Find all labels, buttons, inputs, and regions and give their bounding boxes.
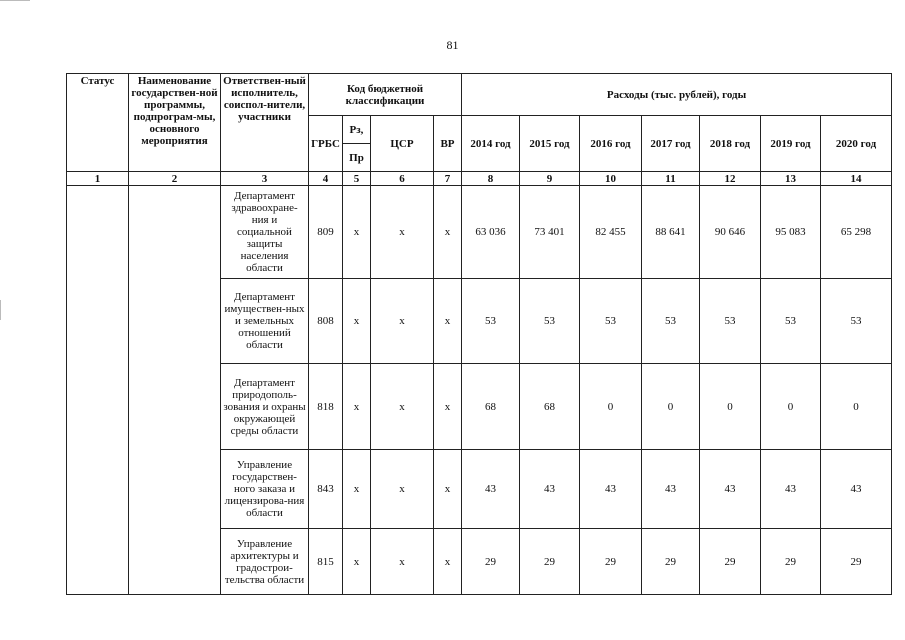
value-2018: 90 646 — [700, 186, 761, 279]
vr-cell: х — [434, 529, 462, 595]
column-number: 12 — [700, 172, 761, 186]
value-2014: 63 036 — [462, 186, 520, 279]
header-csr: ЦСР — [371, 116, 434, 172]
value-2018: 29 — [700, 529, 761, 595]
rzpr-cell: х — [343, 364, 371, 450]
value-2018: 43 — [700, 450, 761, 529]
value-2020: 0 — [821, 364, 892, 450]
value-2014: 68 — [462, 364, 520, 450]
value-2017: 88 641 — [642, 186, 700, 279]
header-year-2015: 2015 год — [520, 116, 580, 172]
value-2015: 53 — [520, 279, 580, 364]
executor-cell: Департамент здравоохране-ния и социальной защиты населения области — [221, 186, 309, 279]
value-2015: 29 — [520, 529, 580, 595]
scan-edge-mark — [0, 0, 30, 1]
header-expenses: Расходы (тыс. рублей), годы — [462, 74, 892, 116]
column-number: 5 — [343, 172, 371, 186]
vr-cell: х — [434, 186, 462, 279]
header-budget-code: Код бюджетной классификации — [309, 74, 462, 116]
executor-cell: Управление архитектуры и градострои-тельства области — [221, 529, 309, 595]
header-executor: Ответствен-ный исполнитель, соиспол-нители, участники — [221, 74, 309, 172]
header-year-2016: 2016 год — [580, 116, 642, 172]
csr-cell: х — [371, 186, 434, 279]
grbs-cell: 809 — [309, 186, 343, 279]
status-cell — [67, 186, 129, 595]
grbs-cell: 818 — [309, 364, 343, 450]
rzpr-cell: х — [343, 279, 371, 364]
value-2017: 43 — [642, 450, 700, 529]
value-2020: 65 298 — [821, 186, 892, 279]
value-2016: 82 455 — [580, 186, 642, 279]
scan-edge-mark — [0, 300, 1, 320]
executor-cell: Департамент природополь-зования и охраны окружающей среды области — [221, 364, 309, 450]
value-2019: 43 — [761, 450, 821, 529]
value-2015: 43 — [520, 450, 580, 529]
value-2020: 29 — [821, 529, 892, 595]
value-2016: 53 — [580, 279, 642, 364]
column-number: 13 — [761, 172, 821, 186]
value-2020: 53 — [821, 279, 892, 364]
header-year-2018: 2018 год — [700, 116, 761, 172]
header-vr: ВР — [434, 116, 462, 172]
header-year-2014: 2014 год — [462, 116, 520, 172]
program-name-cell — [129, 186, 221, 595]
value-2016: 29 — [580, 529, 642, 595]
column-number: 11 — [642, 172, 700, 186]
table-row — [67, 186, 892, 279]
value-2017: 29 — [642, 529, 700, 595]
value-2014: 43 — [462, 450, 520, 529]
page-number: 81 — [446, 38, 459, 52]
header-rz: Рз, — [343, 116, 371, 144]
csr-cell: х — [371, 364, 434, 450]
column-number: 14 — [821, 172, 892, 186]
executor-cell: Департамент имуществен-ных и земельных отношений области — [221, 279, 309, 364]
value-2018: 53 — [700, 279, 761, 364]
grbs-cell: 815 — [309, 529, 343, 595]
header-year-2020: 2020 год — [821, 116, 892, 172]
vr-cell: х — [434, 279, 462, 364]
value-2019: 95 083 — [761, 186, 821, 279]
value-2019: 53 — [761, 279, 821, 364]
rzpr-cell: х — [343, 450, 371, 529]
column-number: 4 — [309, 172, 343, 186]
column-number: 1 — [67, 172, 129, 186]
column-number: 3 — [221, 172, 309, 186]
value-2017: 53 — [642, 279, 700, 364]
header-grbs: ГРБС — [309, 116, 343, 172]
rzpr-cell: х — [343, 529, 371, 595]
rzpr-cell: х — [343, 186, 371, 279]
header-year-2019: 2019 год — [761, 116, 821, 172]
column-number: 6 — [371, 172, 434, 186]
column-number: 9 — [520, 172, 580, 186]
value-2014: 29 — [462, 529, 520, 595]
value-2016: 43 — [580, 450, 642, 529]
column-number-row — [67, 172, 892, 186]
executor-cell: Управление государствен-ного заказа и лицензирова-ния области — [221, 450, 309, 529]
budget-table — [66, 73, 892, 595]
csr-cell: х — [371, 529, 434, 595]
value-2018: 0 — [700, 364, 761, 450]
vr-cell: х — [434, 364, 462, 450]
grbs-cell: 808 — [309, 279, 343, 364]
value-2015: 68 — [520, 364, 580, 450]
value-2019: 29 — [761, 529, 821, 595]
value-2020: 43 — [821, 450, 892, 529]
grbs-cell: 843 — [309, 450, 343, 529]
value-2017: 0 — [642, 364, 700, 450]
header-year-2017: 2017 год — [642, 116, 700, 172]
csr-cell: х — [371, 279, 434, 364]
column-number: 10 — [580, 172, 642, 186]
header-status: Статус — [67, 74, 129, 172]
value-2014: 53 — [462, 279, 520, 364]
value-2015: 73 401 — [520, 186, 580, 279]
column-number: 7 — [434, 172, 462, 186]
csr-cell: х — [371, 450, 434, 529]
header-pr: Пр — [343, 144, 371, 172]
header-program-name: Наименование государствен-ной программы, подпрограм-мы, основного мероприятия — [129, 74, 221, 172]
column-number: 2 — [129, 172, 221, 186]
column-number: 8 — [462, 172, 520, 186]
vr-cell: х — [434, 450, 462, 529]
value-2016: 0 — [580, 364, 642, 450]
value-2019: 0 — [761, 364, 821, 450]
